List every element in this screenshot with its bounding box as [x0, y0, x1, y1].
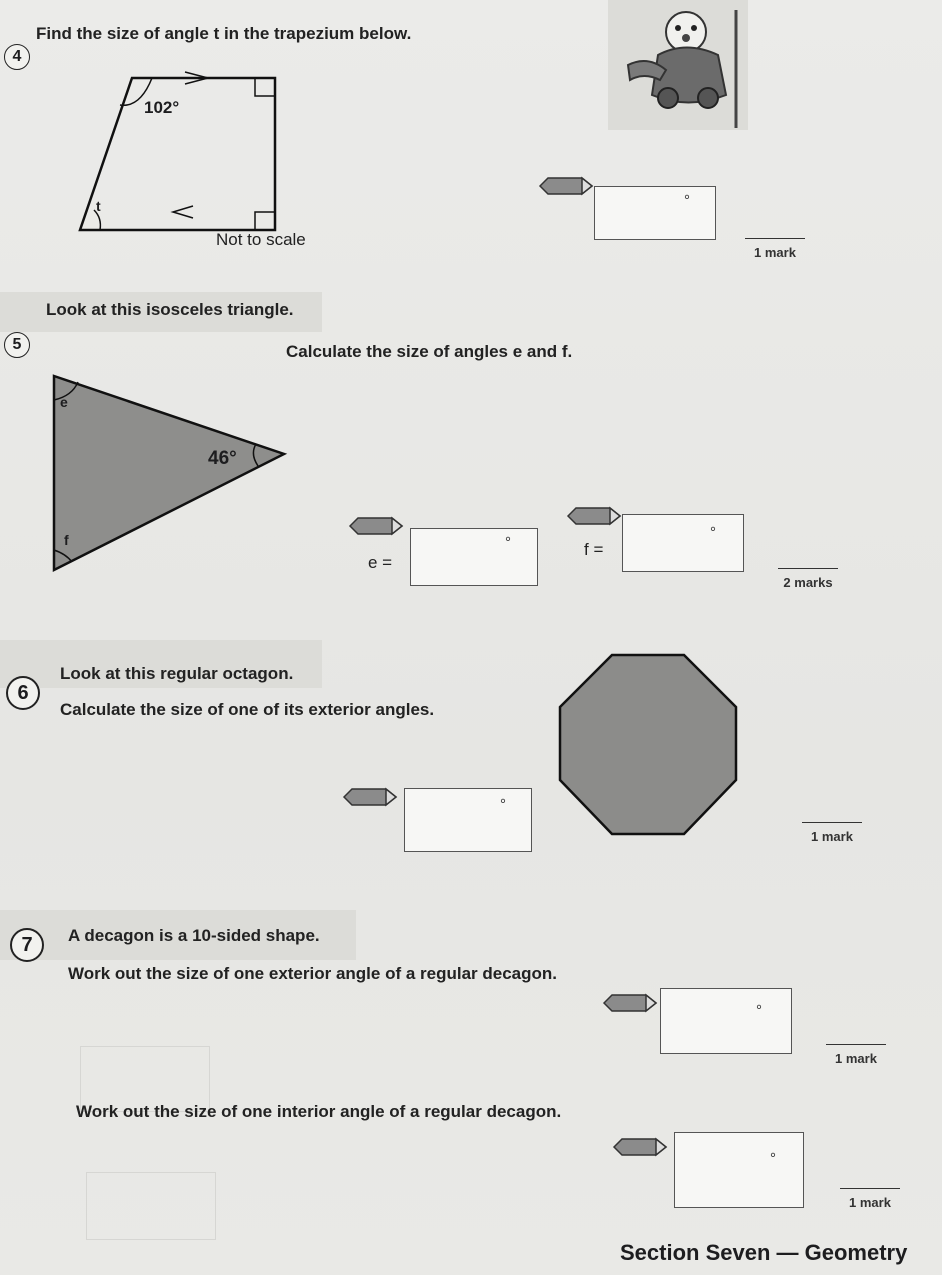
octagon-diagram — [556, 652, 740, 838]
q7-exterior-answer-box[interactable] — [660, 988, 792, 1054]
q5-marks — [778, 568, 838, 590]
background-ghost-box — [86, 1172, 216, 1240]
q7-question-a-text: Work out the size of one exterior angle of a regular decagon. — [68, 964, 557, 983]
question-number-4: 4 — [4, 44, 30, 70]
q6-marks-text: 1 mark — [811, 829, 853, 844]
q4-marks-text: 1 mark — [754, 245, 796, 260]
q7-interior-degree-symbol: ° — [770, 1150, 776, 1167]
trapezium-diagram — [70, 70, 330, 250]
pencil-icon — [342, 786, 398, 808]
q5-question-text: Calculate the size of angles e and f. — [286, 342, 573, 361]
clown-illustration — [608, 0, 748, 130]
q4-scale-note: Not to scale — [216, 230, 306, 249]
q7-marks-b — [840, 1188, 900, 1210]
q7-question-b-text: Work out the size of one interior angle of a regular decagon. — [76, 1102, 562, 1121]
q4-degree-symbol: ° — [684, 192, 690, 209]
q5-intro-text: Look at this isosceles triangle. — [46, 300, 294, 319]
q4-question-text: Find the size of angle t in the trapezium below. — [36, 24, 412, 43]
q5-f-prefix: f = — [584, 540, 604, 559]
question-number-7: 7 — [10, 928, 44, 962]
q5-f-answer-box[interactable] — [622, 514, 744, 572]
q7-marks-b-text: 1 mark — [849, 1195, 891, 1210]
question-number-5: 5 — [4, 332, 30, 358]
q5-angle-e: e — [60, 394, 68, 410]
q5-marks-text: 2 marks — [783, 575, 833, 590]
q6-intro-text: Look at this regular octagon. — [60, 664, 294, 683]
q6-question-text: Calculate the size of one of its exterior angles. — [60, 700, 435, 719]
q7-interior-answer-box[interactable] — [674, 1132, 804, 1208]
q4-angle-102: 102° — [144, 98, 180, 117]
q5-angle-f: f — [64, 532, 69, 548]
q4-marks — [745, 238, 805, 260]
q5-angle-46: 46° — [208, 448, 237, 469]
pencil-icon — [602, 992, 658, 1014]
q4-angle-t: t — [96, 198, 101, 214]
question-number-6: 6 — [6, 676, 40, 710]
isosceles-triangle-diagram — [36, 370, 296, 590]
pencil-icon — [612, 1136, 668, 1158]
q5-e-answer-box[interactable] — [410, 528, 538, 586]
q4-answer-box[interactable] — [594, 186, 716, 240]
q7-marks-a — [826, 1044, 886, 1066]
q5-e-prefix: e = — [368, 553, 393, 572]
section-footer: Section Seven — Geometry — [620, 1240, 908, 1265]
q7-intro-text: A decagon is a 10-sided shape. — [68, 926, 320, 945]
q7-exterior-degree-symbol: ° — [756, 1002, 762, 1019]
q5-f-degree-symbol: ° — [710, 524, 716, 541]
q6-degree-symbol: ° — [500, 796, 506, 813]
pencil-icon — [566, 505, 622, 527]
q5-e-degree-symbol: ° — [505, 534, 511, 551]
pencil-icon — [538, 175, 594, 197]
q6-answer-box[interactable] — [404, 788, 532, 852]
q7-marks-a-text: 1 mark — [835, 1051, 877, 1066]
pencil-icon — [348, 515, 404, 537]
q6-marks — [802, 822, 862, 844]
